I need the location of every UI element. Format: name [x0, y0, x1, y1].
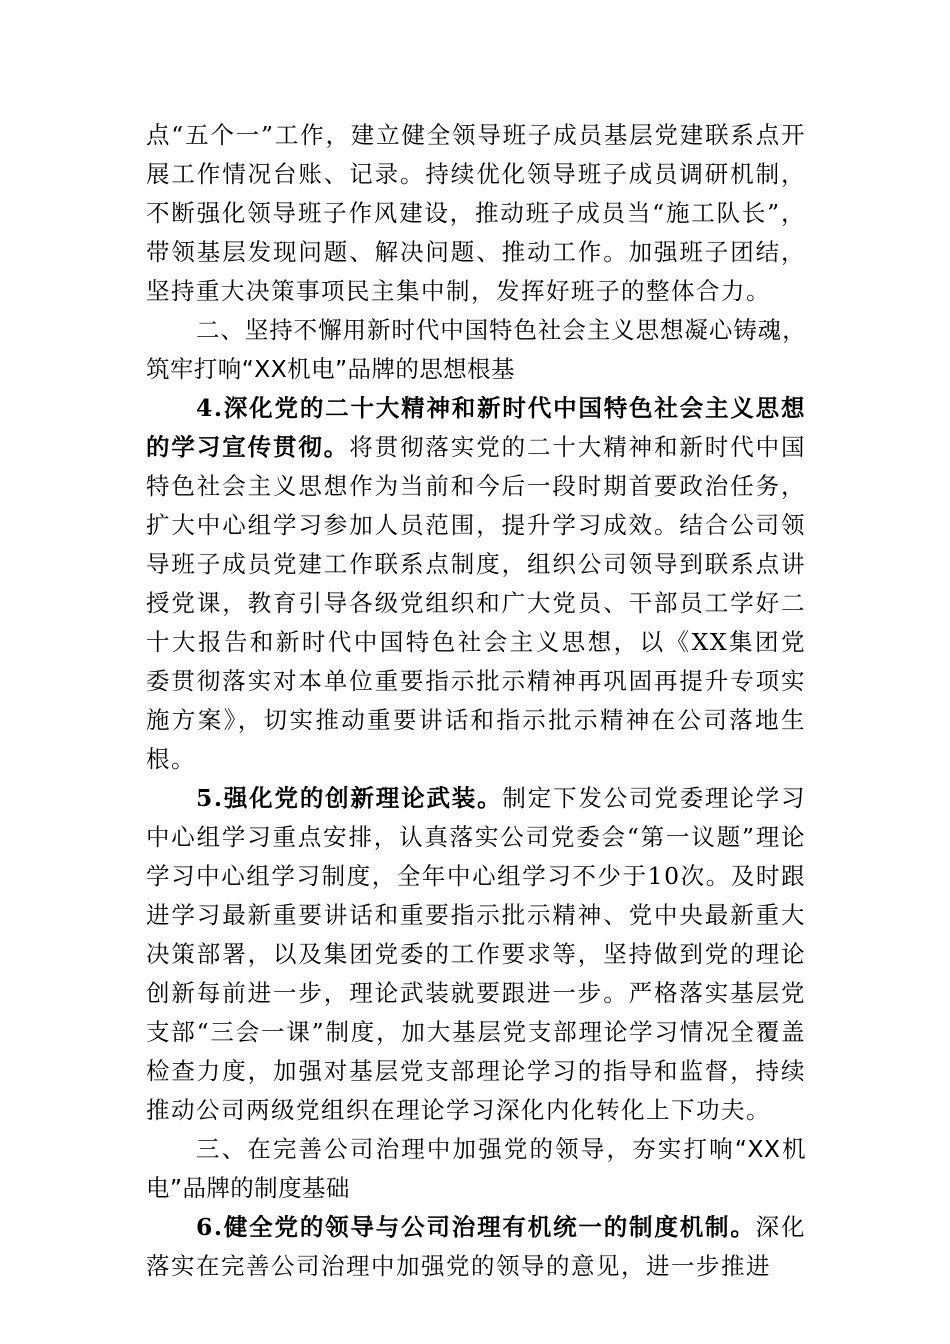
item-lead-4: 4.深化党的二十大精神和新时代中国特色社会主义思想的学习宣传贯彻。: [146, 394, 806, 461]
item-paragraph-5: [146, 779, 806, 1130]
section-heading-3: 三、在完善公司治理中加强党的领导，夯实打响“XX机电”品牌的制度基础: [146, 1135, 806, 1202]
item-paragraph-4: [146, 389, 806, 779]
item-lead-5: 5.强化党的创新理论武装。: [196, 784, 503, 812]
paragraph-continuation: 点“五个一”工作，建立健全领导班子成员基层党建联系点开展工作情况台账、记录。持续优化领导班子成员调研机制，不断强化领导班子作风建设，推动班子成员当“施工队长”，带领基层发现问题、解决问题、推动工作。加强班子团结，坚持重大决策事项民主集中制，发挥好班子的整体合力。: [146, 121, 806, 305]
item-text-4: 将贯彻落实党的二十大精神和新时代中国特色社会主义思想作为当前和今后一段时期首要政治任务，扩大中心组学习参加人员范围，提升学习成效。结合公司领导班子成员党建工作联系点制度，组织公司领导到联系点讲授党课，教育引导各级党组织和广大党员、干部员工学好二十大报告和新时代中国特色社会主义思想，以《XX集团党委贯彻落实对本单位重要指示批示精神再巩固再提升专项实施方案》，切实推动重要讲话和指示批示精神在公司落地生根。: [146, 433, 807, 773]
item-text-6: 深化落实在完善公司治理中加强党的领导的意见，进一步推进: [146, 1213, 806, 1280]
section-heading-2: 二、坚持不懈用新时代中国特色社会主义思想凝心铸魂，筑牢打响“XX机电”品牌的思想根基: [146, 316, 806, 383]
item-paragraph-6: [146, 1208, 806, 1286]
item-text-5: 制定下发公司党委理论学习中心组学习重点安排，认真落实公司党委会“第一议题”理论学习中心组学习制度，全年中心组学习不少于10次。及时跟进学习最新重要讲话和重要指示批示精神、党中央最新重大决策部署，以及集团党委的工作要求等，坚持做到党的理论创新每前进一步，理论武装就要跟进一步。严格落实基层党支部“三会一课”制度，加大基层党支部理论学习情况全覆盖检查力度，加强对基层党支部理论学习的指导和监督，持续推动公司两级党组织在理论学习深化内化转化上下功夫。: [146, 784, 806, 1124]
document-body: [146, 116, 806, 1286]
item-lead-6: 6.健全党的领导与公司治理有机统一的制度机制。: [196, 1213, 756, 1241]
